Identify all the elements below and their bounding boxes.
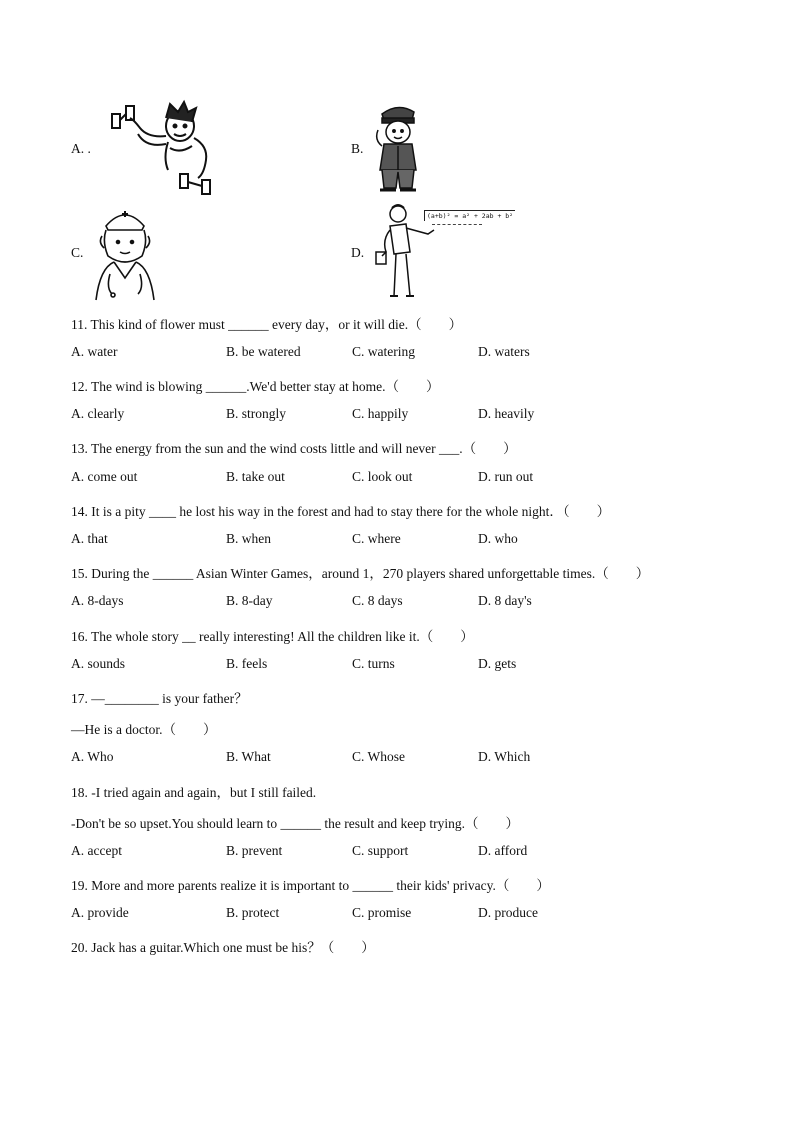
q19-option-d[interactable]: D. produce [478,905,538,920]
question-20-stem: 20. Jack has a guitar.Which one must be his？（ ） [71,940,375,955]
q14-option-c[interactable]: C. where [352,531,401,546]
q18-option-c[interactable]: C. support [352,843,409,858]
q12-option-b[interactable]: B. strongly [226,406,287,421]
q11-option-d[interactable]: D. waters [478,344,530,359]
question-18-stem: 18. -I tried again and again，but I still failed. [71,785,317,800]
option-b-label: B. [351,141,364,156]
q12-option-d[interactable]: D. heavily [478,406,535,421]
q18-option-d[interactable]: D. afford [478,843,528,858]
q13-option-d[interactable]: D. run out [478,469,534,484]
q16-option-b[interactable]: B. feels [226,656,268,671]
question-14-stem: 14. It is a pity ____ he lost his way in the forest and had to stay there for the whole night．（ ） [71,504,611,519]
question-15-stem: 15. During the ______ Asian Winter Games，around 1，270 players shared unforgettable times.（ ） [71,566,650,581]
q16-option-d[interactable]: D. gets [478,656,517,671]
q13-option-a[interactable]: A. come out [71,469,138,484]
q16-option-c[interactable]: C. turns [352,656,395,671]
q14-option-d[interactable]: D. who [478,531,518,546]
blackboard-formula: (a+b)² = a² + 2ab + b² [424,210,515,221]
question-19-stem: 19. More and more parents realize it is important to ______ their kids' privacy.（ ） [71,878,550,893]
q19-option-a[interactable]: A. provide [71,905,129,920]
question-18-stem-2: -Don't be so upset.You should learn to ______ the result and keep trying.（ ） [71,816,520,831]
q17-option-c[interactable]: C. Whose [352,749,405,764]
q14-option-a[interactable]: A. that [71,531,108,546]
q15-option-a[interactable]: A. 8-days [71,593,124,608]
question-17-stem-2: —He is a doctor.（ ） [71,722,217,737]
option-d-label: D. [351,245,365,260]
q16-option-a[interactable]: A. sounds [71,656,126,671]
q12-option-c[interactable]: C. happily [352,406,409,421]
q19-option-c[interactable]: C. promise [352,905,412,920]
q17-option-d[interactable]: D. Which [478,749,531,764]
question-16-stem: 16. The whole story __ really interesting! All the children like it.（ ） [71,629,474,644]
q13-option-b[interactable]: B. take out [226,469,285,484]
q15-option-d[interactable]: D. 8 day's [478,593,532,608]
q12-option-a[interactable]: A. clearly [71,406,125,421]
option-a-label: A. . [71,141,91,156]
q18-option-a[interactable]: A. accept [71,843,122,858]
q19-option-b[interactable]: B. protect [226,905,280,920]
q14-option-b[interactable]: B. when [226,531,271,546]
q17-option-a[interactable]: A. Who [71,749,114,764]
option-c-label: C. [71,245,84,260]
q17-option-b[interactable]: B. What [226,749,271,764]
question-17-stem: 17. —________ is your father？ [71,691,248,706]
question-11-stem: 11. This kind of flower must ______ every day，or it will die.（ ） [71,317,463,332]
soldier-image [368,100,428,195]
question-12-stem: 12. The wind is blowing ______.We'd better stay at home.（ ） [71,379,440,394]
q11-option-c[interactable]: C. watering [352,344,415,359]
q11-option-a[interactable]: A. water [71,344,118,359]
weightlifter-image [108,98,223,198]
q11-option-b[interactable]: B. be watered [226,344,301,359]
q13-option-c[interactable]: C. look out [352,469,413,484]
q15-option-b[interactable]: B. 8-day [226,593,273,608]
question-13-stem: 13. The energy from the sun and the wind costs little and will never ___.（ ） [71,441,517,456]
blackboard-line [432,224,482,225]
doctor-image [92,204,158,302]
q15-option-c[interactable]: C. 8 days [352,593,403,608]
q18-option-b[interactable]: B. prevent [226,843,283,858]
